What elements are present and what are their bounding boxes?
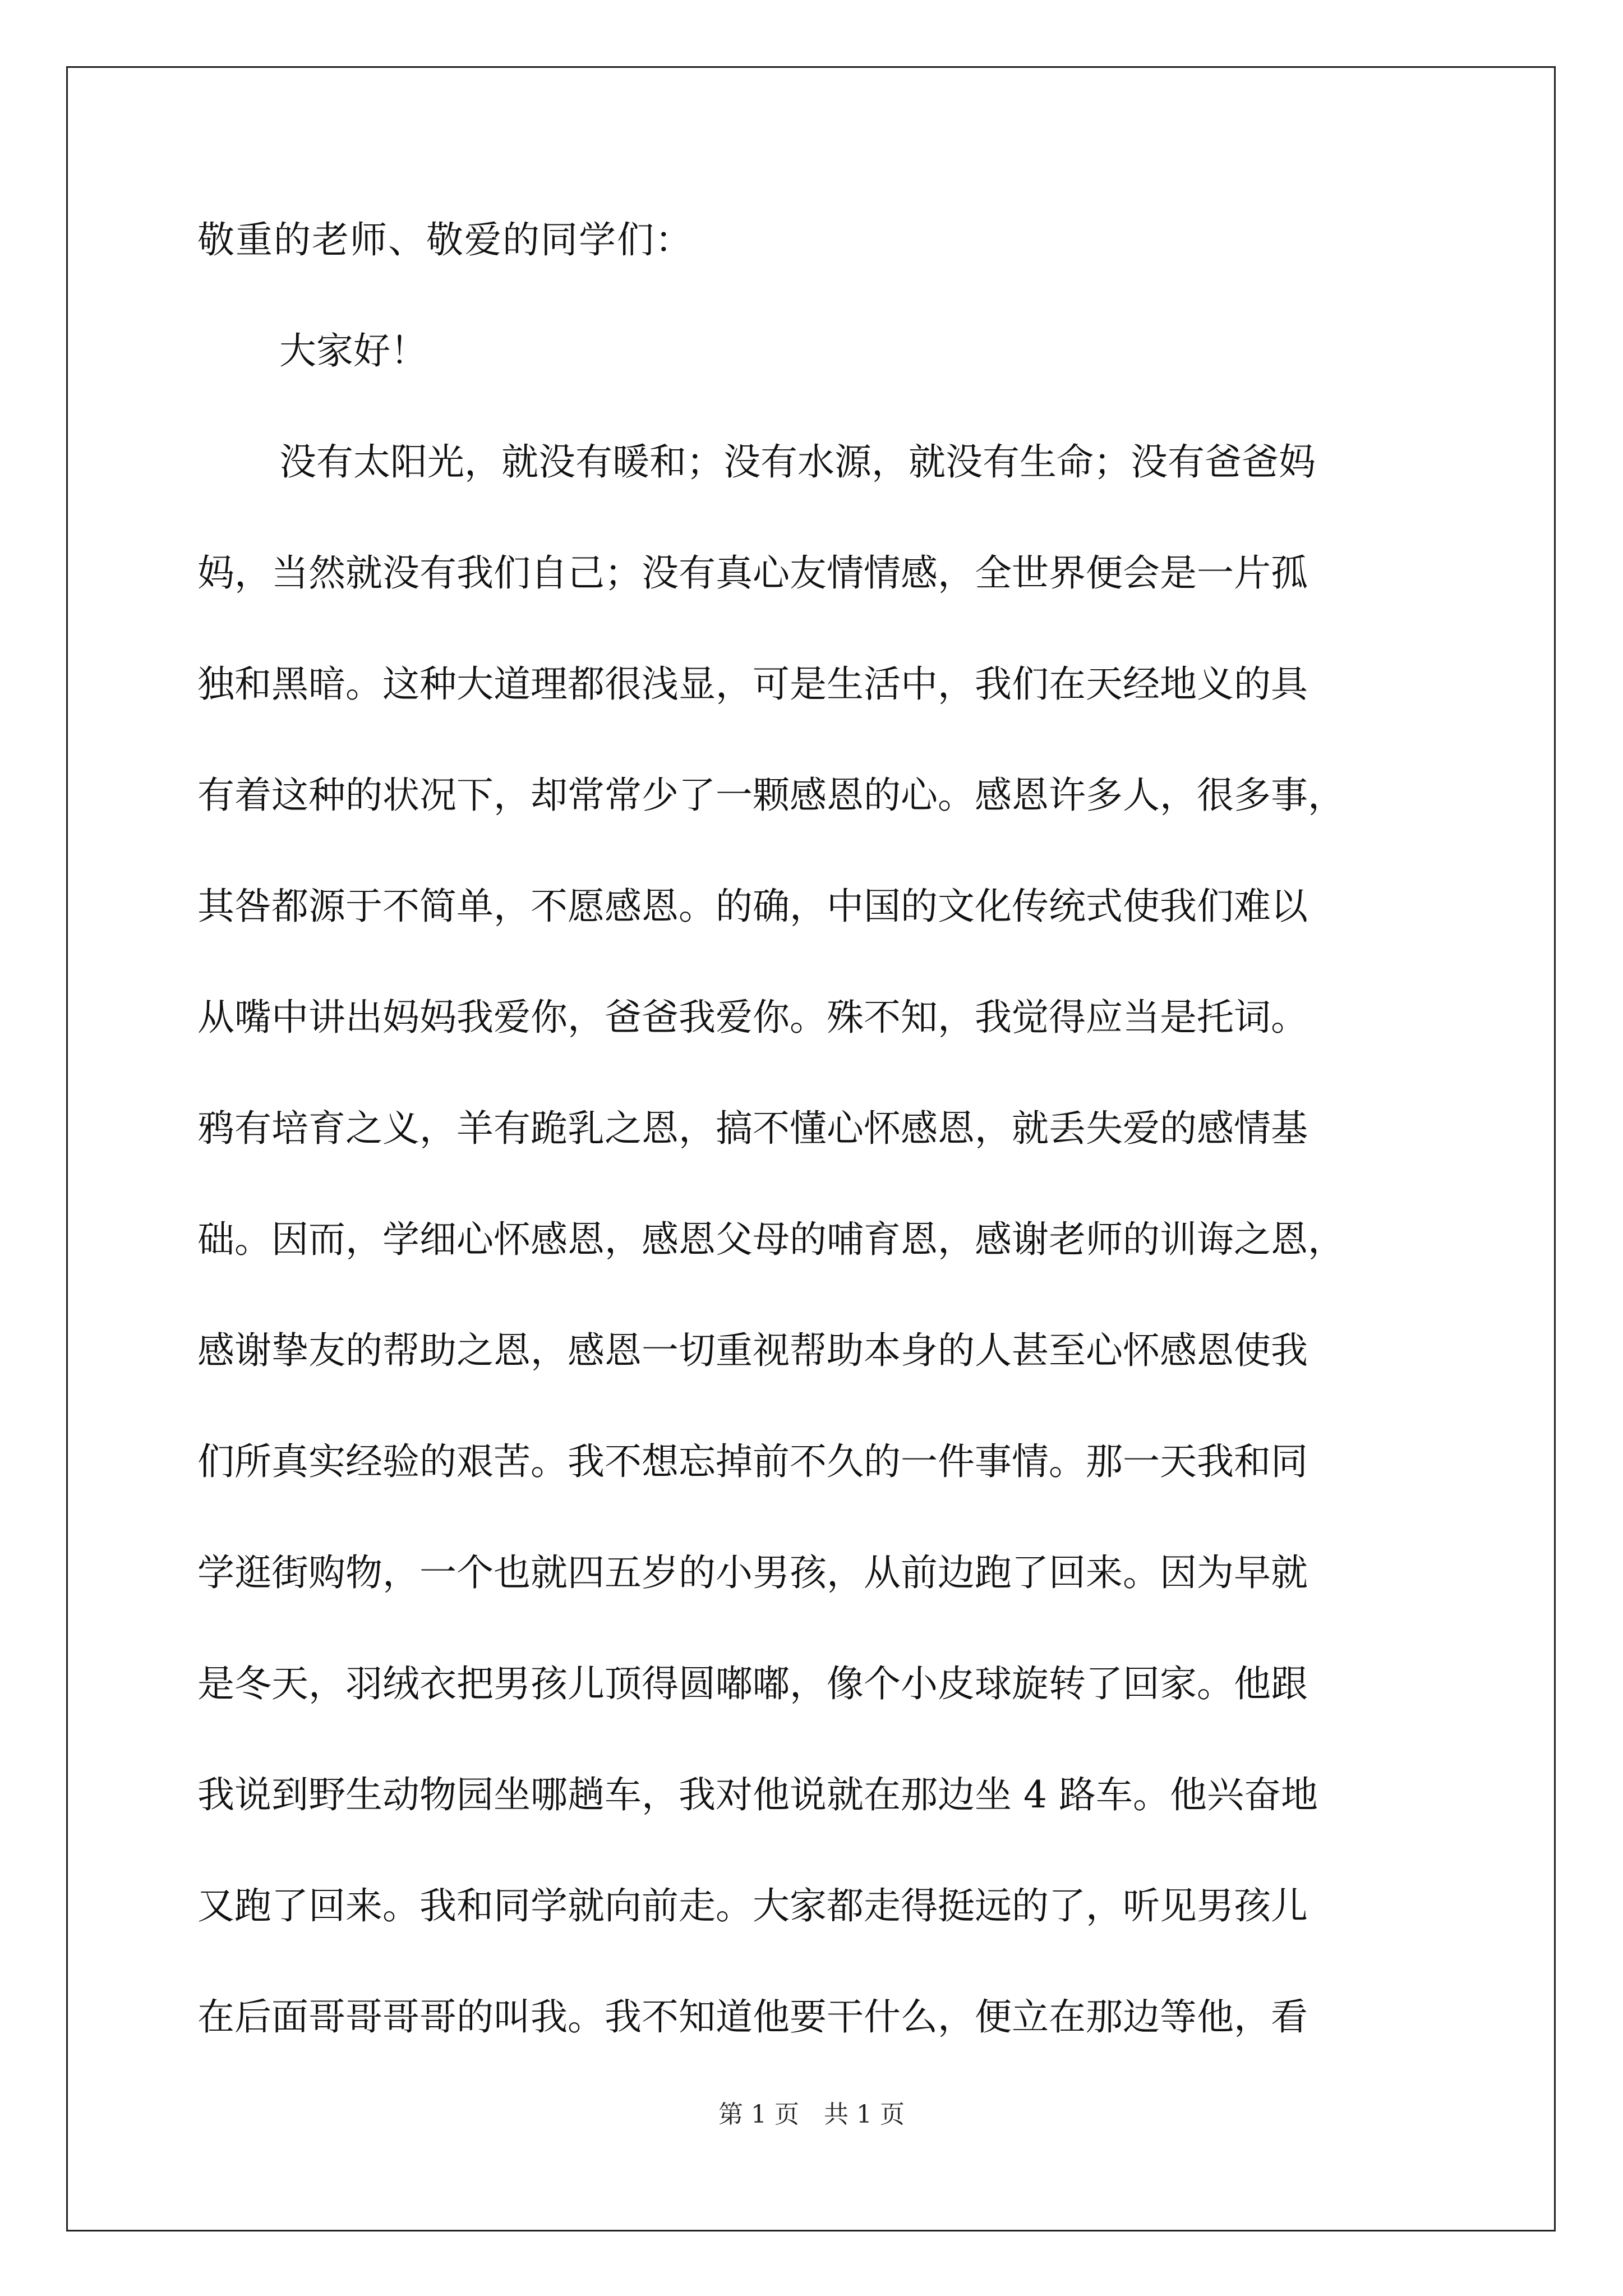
page-number-total: 共 1 页 [824, 2100, 905, 2129]
paragraph-line: 础。因而，学细心怀感恩，感恩父母的哺育恩，感谢老师的训诲之恩， [197, 1218, 1345, 1261]
paragraph-line: 没有太阳光，就没有暖和；没有水源，就没有生命；没有爸爸妈 [279, 440, 1316, 484]
document-body [197, 218, 1431, 2110]
paragraph-line: 是冬天，羽绒衣把男孩儿顶得圆嘟嘟，像个小皮球旋转了回家。他跟 [197, 1662, 1308, 1705]
page-footer [0, 2102, 1623, 2127]
greeting: 大家好！ [279, 329, 427, 372]
paragraph-line: 从嘴中讲出妈妈我爱你，爸爸我爱你。殊不知，我觉得应当是托词。 [197, 996, 1308, 1039]
page-number-current: 第 1 页 [718, 2100, 799, 2129]
paragraph-line: 独和黑暗。这种大道理都很浅显，可是生活中，我们在天经地义的具 [197, 662, 1308, 706]
paragraph-line: 们所真实经验的艰苦。我不想忘掉前不久的一件事情。那一天我和同 [197, 1440, 1308, 1483]
paragraph-line: 感谢挚友的帮助之恩，感恩一切重视帮助本身的人甚至心怀感恩使我 [197, 1329, 1308, 1372]
paragraph-line: 其咎都源于不简单，不愿感恩。的确，中国的文化传统式使我们难以 [197, 885, 1308, 928]
paragraph-line: 我说到野生动物园坐哪趟车，我对他说就在那边坐 4 路车。他兴奋地 [197, 1773, 1318, 1816]
paragraph-line: 妈，当然就没有我们自己；没有真心友情情感，全世界便会是一片孤 [197, 551, 1308, 595]
paragraph-line: 学逛街购物，一个也就四五岁的小男孩，从前边跑了回来。因为早就 [197, 1551, 1308, 1594]
paragraph-line: 有着这种的状况下，却常常少了一颗感恩的心。感恩许多人，很多事， [197, 774, 1345, 817]
salutation: 敬重的老师、敬爱的同学们： [197, 218, 693, 261]
paragraph-line: 鸦有培育之义，羊有跪乳之恩，搞不懂心怀感恩，就丢失爱的感情基 [197, 1107, 1308, 1150]
paragraph-line: 又跑了回来。我和同学就向前走。大家都走得挺远的了，听见男孩儿 [197, 1884, 1308, 1927]
paragraph-line: 在后面哥哥哥哥的叫我。我不知道他要干什么，便立在那边等他，看 [197, 1995, 1308, 2039]
